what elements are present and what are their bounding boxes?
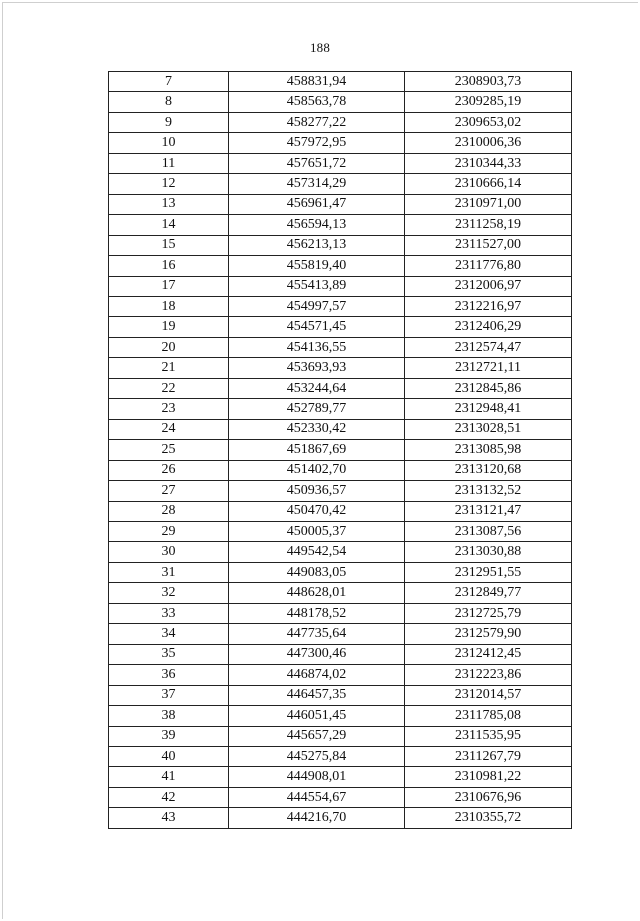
x-coordinate-cell: 445657,29 bbox=[229, 726, 405, 746]
table-row bbox=[109, 133, 572, 153]
table-row bbox=[109, 603, 572, 623]
point-number-cell: 26 bbox=[109, 460, 229, 480]
y-coordinate-cell: 2310666,14 bbox=[405, 174, 572, 194]
point-number-cell: 27 bbox=[109, 481, 229, 501]
point-number-cell: 32 bbox=[109, 583, 229, 603]
y-coordinate-cell: 2312412,45 bbox=[405, 644, 572, 664]
x-coordinate-cell: 457651,72 bbox=[229, 153, 405, 173]
point-number-cell: 17 bbox=[109, 276, 229, 296]
y-coordinate-cell: 2312951,55 bbox=[405, 562, 572, 582]
table-row bbox=[109, 706, 572, 726]
point-number-cell: 31 bbox=[109, 562, 229, 582]
y-coordinate-cell: 2310006,36 bbox=[405, 133, 572, 153]
y-coordinate-cell: 2309653,02 bbox=[405, 112, 572, 132]
y-coordinate-cell: 2310981,22 bbox=[405, 767, 572, 787]
x-coordinate-cell: 445275,84 bbox=[229, 746, 405, 766]
y-coordinate-cell: 2313085,98 bbox=[405, 440, 572, 460]
coordinates-table-body bbox=[109, 72, 572, 829]
point-number-cell: 40 bbox=[109, 746, 229, 766]
x-coordinate-cell: 447300,46 bbox=[229, 644, 405, 664]
x-coordinate-cell: 458277,22 bbox=[229, 112, 405, 132]
y-coordinate-cell: 2311785,08 bbox=[405, 706, 572, 726]
x-coordinate-cell: 455413,89 bbox=[229, 276, 405, 296]
table-row bbox=[109, 808, 572, 828]
y-coordinate-cell: 2310344,33 bbox=[405, 153, 572, 173]
point-number-cell: 7 bbox=[109, 72, 229, 92]
x-coordinate-cell: 446457,35 bbox=[229, 685, 405, 705]
y-coordinate-cell: 2312406,29 bbox=[405, 317, 572, 337]
y-coordinate-cell: 2310971,00 bbox=[405, 194, 572, 214]
table-row bbox=[109, 787, 572, 807]
table-row bbox=[109, 378, 572, 398]
x-coordinate-cell: 454571,45 bbox=[229, 317, 405, 337]
y-coordinate-cell: 2312948,41 bbox=[405, 399, 572, 419]
x-coordinate-cell: 448628,01 bbox=[229, 583, 405, 603]
x-coordinate-cell: 448178,52 bbox=[229, 603, 405, 623]
point-number-cell: 8 bbox=[109, 92, 229, 112]
y-coordinate-cell: 2310676,96 bbox=[405, 787, 572, 807]
y-coordinate-cell: 2312574,47 bbox=[405, 337, 572, 357]
table-row bbox=[109, 72, 572, 92]
x-coordinate-cell: 451867,69 bbox=[229, 440, 405, 460]
y-coordinate-cell: 2311527,00 bbox=[405, 235, 572, 255]
x-coordinate-cell: 450936,57 bbox=[229, 481, 405, 501]
x-coordinate-cell: 449083,05 bbox=[229, 562, 405, 582]
table-row bbox=[109, 583, 572, 603]
y-coordinate-cell: 2313030,88 bbox=[405, 542, 572, 562]
y-coordinate-cell: 2312579,90 bbox=[405, 624, 572, 644]
y-coordinate-cell: 2309285,19 bbox=[405, 92, 572, 112]
x-coordinate-cell: 450005,37 bbox=[229, 521, 405, 541]
y-coordinate-cell: 2311535,95 bbox=[405, 726, 572, 746]
point-number-cell: 34 bbox=[109, 624, 229, 644]
x-coordinate-cell: 458563,78 bbox=[229, 92, 405, 112]
y-coordinate-cell: 2311776,80 bbox=[405, 256, 572, 276]
point-number-cell: 15 bbox=[109, 235, 229, 255]
x-coordinate-cell: 454997,57 bbox=[229, 296, 405, 316]
point-number-cell: 23 bbox=[109, 399, 229, 419]
point-number-cell: 41 bbox=[109, 767, 229, 787]
point-number-cell: 10 bbox=[109, 133, 229, 153]
y-coordinate-cell: 2313028,51 bbox=[405, 419, 572, 439]
y-coordinate-cell: 2313132,52 bbox=[405, 481, 572, 501]
table-row bbox=[109, 194, 572, 214]
table-row bbox=[109, 317, 572, 337]
x-coordinate-cell: 456213,13 bbox=[229, 235, 405, 255]
x-coordinate-cell: 444554,67 bbox=[229, 787, 405, 807]
y-coordinate-cell: 2311258,19 bbox=[405, 215, 572, 235]
table-row bbox=[109, 665, 572, 685]
table-row bbox=[109, 174, 572, 194]
point-number-cell: 29 bbox=[109, 521, 229, 541]
y-coordinate-cell: 2312216,97 bbox=[405, 296, 572, 316]
point-number-cell: 43 bbox=[109, 808, 229, 828]
y-coordinate-cell: 2312849,77 bbox=[405, 583, 572, 603]
point-number-cell: 9 bbox=[109, 112, 229, 132]
table-row bbox=[109, 399, 572, 419]
y-coordinate-cell: 2312014,57 bbox=[405, 685, 572, 705]
point-number-cell: 12 bbox=[109, 174, 229, 194]
y-coordinate-cell: 2312725,79 bbox=[405, 603, 572, 623]
x-coordinate-cell: 455819,40 bbox=[229, 256, 405, 276]
x-coordinate-cell: 446051,45 bbox=[229, 706, 405, 726]
x-coordinate-cell: 447735,64 bbox=[229, 624, 405, 644]
point-number-cell: 28 bbox=[109, 501, 229, 521]
x-coordinate-cell: 453244,64 bbox=[229, 378, 405, 398]
table-row bbox=[109, 767, 572, 787]
point-number-cell: 37 bbox=[109, 685, 229, 705]
y-coordinate-cell: 2312006,97 bbox=[405, 276, 572, 296]
y-coordinate-cell: 2311267,79 bbox=[405, 746, 572, 766]
page-number: 188 bbox=[309, 40, 331, 55]
table-row bbox=[109, 460, 572, 480]
y-coordinate-cell: 2312223,86 bbox=[405, 665, 572, 685]
x-coordinate-cell: 449542,54 bbox=[229, 542, 405, 562]
point-number-cell: 18 bbox=[109, 296, 229, 316]
point-number-cell: 33 bbox=[109, 603, 229, 623]
x-coordinate-cell: 457972,95 bbox=[229, 133, 405, 153]
x-coordinate-cell: 457314,29 bbox=[229, 174, 405, 194]
point-number-cell: 21 bbox=[109, 358, 229, 378]
table-row bbox=[109, 92, 572, 112]
table-row bbox=[109, 542, 572, 562]
table-row bbox=[109, 521, 572, 541]
point-number-cell: 19 bbox=[109, 317, 229, 337]
table-row bbox=[109, 746, 572, 766]
point-number-cell: 20 bbox=[109, 337, 229, 357]
y-coordinate-cell: 2308903,73 bbox=[405, 72, 572, 92]
table-row bbox=[109, 562, 572, 582]
point-number-cell: 24 bbox=[109, 419, 229, 439]
point-number-cell: 13 bbox=[109, 194, 229, 214]
point-number-cell: 16 bbox=[109, 256, 229, 276]
point-number-cell: 11 bbox=[109, 153, 229, 173]
y-coordinate-cell: 2310355,72 bbox=[405, 808, 572, 828]
table-row bbox=[109, 726, 572, 746]
point-number-cell: 30 bbox=[109, 542, 229, 562]
point-number-cell: 39 bbox=[109, 726, 229, 746]
x-coordinate-cell: 454136,55 bbox=[229, 337, 405, 357]
table-row bbox=[109, 337, 572, 357]
table-row bbox=[109, 296, 572, 316]
point-number-cell: 35 bbox=[109, 644, 229, 664]
x-coordinate-cell: 453693,93 bbox=[229, 358, 405, 378]
x-coordinate-cell: 456961,47 bbox=[229, 194, 405, 214]
point-number-cell: 38 bbox=[109, 706, 229, 726]
y-coordinate-cell: 2313120,68 bbox=[405, 460, 572, 480]
table-row bbox=[109, 153, 572, 173]
point-number-cell: 36 bbox=[109, 665, 229, 685]
point-number-cell: 22 bbox=[109, 378, 229, 398]
x-coordinate-cell: 452789,77 bbox=[229, 399, 405, 419]
x-coordinate-cell: 446874,02 bbox=[229, 665, 405, 685]
table-row bbox=[109, 215, 572, 235]
x-coordinate-cell: 452330,42 bbox=[229, 419, 405, 439]
y-coordinate-cell: 2313087,56 bbox=[405, 521, 572, 541]
table-row bbox=[109, 276, 572, 296]
table-row bbox=[109, 235, 572, 255]
table-row bbox=[109, 481, 572, 501]
table-row bbox=[109, 256, 572, 276]
x-coordinate-cell: 456594,13 bbox=[229, 215, 405, 235]
coordinates-table bbox=[108, 71, 572, 829]
table-row bbox=[109, 624, 572, 644]
x-coordinate-cell: 450470,42 bbox=[229, 501, 405, 521]
point-number-cell: 42 bbox=[109, 787, 229, 807]
x-coordinate-cell: 444908,01 bbox=[229, 767, 405, 787]
table-row bbox=[109, 112, 572, 132]
y-coordinate-cell: 2313121,47 bbox=[405, 501, 572, 521]
table-row bbox=[109, 644, 572, 664]
table-row bbox=[109, 358, 572, 378]
table-row bbox=[109, 419, 572, 439]
point-number-cell: 14 bbox=[109, 215, 229, 235]
y-coordinate-cell: 2312721,11 bbox=[405, 358, 572, 378]
x-coordinate-cell: 451402,70 bbox=[229, 460, 405, 480]
table-row bbox=[109, 685, 572, 705]
table-row bbox=[109, 440, 572, 460]
table-row bbox=[109, 501, 572, 521]
x-coordinate-cell: 444216,70 bbox=[229, 808, 405, 828]
y-coordinate-cell: 2312845,86 bbox=[405, 378, 572, 398]
point-number-cell: 25 bbox=[109, 440, 229, 460]
x-coordinate-cell: 458831,94 bbox=[229, 72, 405, 92]
